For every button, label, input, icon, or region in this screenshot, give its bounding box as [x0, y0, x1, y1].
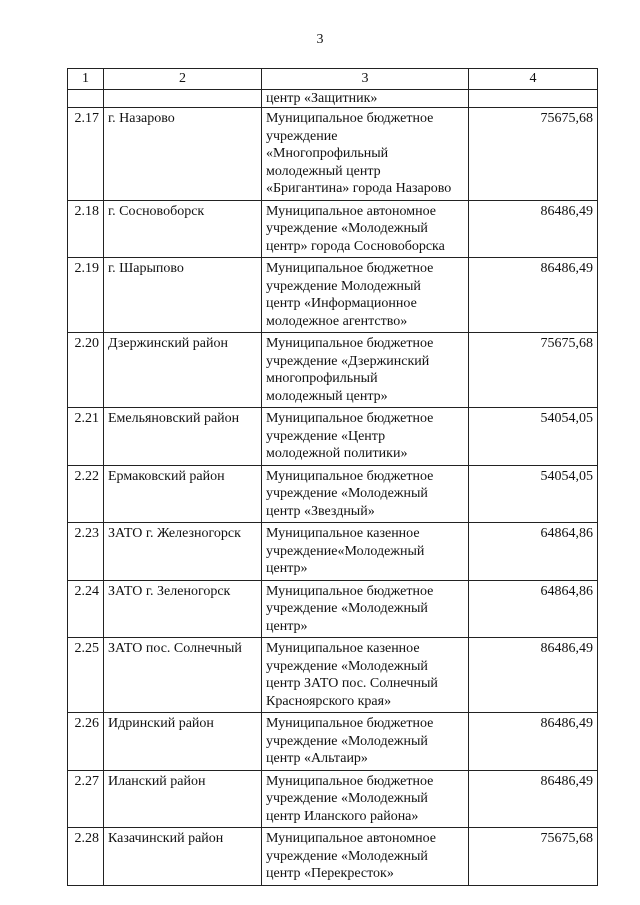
territory-name: г. Шарыпово: [104, 258, 262, 333]
institution-line: центр»: [266, 561, 308, 576]
institution-line: молодежный центр: [266, 163, 381, 179]
institution-line: молодежной политики»: [266, 446, 408, 461]
territory-name: Ермаковский район: [104, 465, 262, 523]
header-cell-1: 1: [68, 69, 104, 90]
institution-line: Муниципальное бюджетное: [266, 336, 434, 351]
institution-name: центр «Защитник»: [262, 89, 469, 108]
institution-line: учреждение «Молодежный: [266, 658, 428, 674]
amount-value: 75675,68: [469, 108, 598, 201]
institution-name: [262, 770, 469, 828]
table-header-row: [68, 69, 598, 90]
row-number: 2.20: [68, 333, 104, 408]
row-number: 2.18: [68, 200, 104, 258]
institution-line: учреждение: [266, 128, 338, 144]
amount-value: 75675,68: [469, 333, 598, 408]
table-row: [68, 580, 598, 638]
row-number: 2.26: [68, 713, 104, 771]
amount-value: 86486,49: [469, 638, 598, 713]
table-row: [68, 523, 598, 581]
row-number: 2.27: [68, 770, 104, 828]
institution-name: [262, 200, 469, 258]
institution-name: [262, 580, 469, 638]
territory-name: Казачинский район: [104, 828, 262, 886]
amount-value: 64864,86: [469, 523, 598, 581]
institution-line: Муниципальное казенное: [266, 641, 420, 656]
row-number: 2.24: [68, 580, 104, 638]
row-number: 2.21: [68, 408, 104, 466]
institution-line: молодежное агентство»: [266, 313, 408, 329]
institution-name: [262, 258, 469, 333]
continuation-row: [68, 89, 598, 108]
institution-line: многопрофильный: [266, 371, 378, 386]
institution-name: [262, 465, 469, 523]
institution-line: Муниципальное бюджетное: [266, 716, 434, 731]
amount-value: 86486,49: [469, 200, 598, 258]
institution-name: [262, 408, 469, 466]
table-row: [68, 333, 598, 408]
row-number: 2.23: [68, 523, 104, 581]
territory-name: Иланский район: [104, 770, 262, 828]
institution-line: Красноярского края»: [266, 693, 392, 709]
header-cell-4: 4: [469, 69, 598, 90]
institution-line: Муниципальное бюджетное: [266, 583, 434, 599]
territory-name: г. Назарово: [104, 108, 262, 201]
institution-name: [262, 333, 469, 408]
territory-name: Емельяновский район: [104, 408, 262, 466]
institution-line: «Многопрофильный: [266, 146, 389, 161]
institution-line: учреждение «Молодежный: [266, 486, 428, 501]
institution-line: молодежный центр»: [266, 388, 388, 404]
institution-line: Муниципальное автономное: [266, 831, 437, 846]
institution-line: центр «Альтаир»: [266, 751, 368, 766]
institution-line: центр ЗАТО пос. Солнечный: [266, 676, 438, 691]
territory-name: г. Сосновоборск: [104, 200, 262, 258]
institution-line: центр» города Сосновоборска: [266, 238, 445, 254]
institution-line: центр «Перекресток»: [266, 866, 394, 881]
institution-line: центр»: [266, 618, 308, 634]
row-number: 2.28: [68, 828, 104, 886]
institution-line: центр Иланского района»: [266, 808, 419, 824]
page-number: 3: [316, 32, 324, 47]
institution-name: [262, 828, 469, 886]
header-cell-3: 3: [262, 69, 469, 90]
institution-line: Муниципальное казенное: [266, 526, 420, 541]
amount-value: 75675,68: [469, 828, 598, 886]
institution-line: учреждение «Дзержинский: [266, 353, 430, 369]
row-number: 2.19: [68, 258, 104, 333]
amount-value: 64864,86: [469, 580, 598, 638]
amount-value: 86486,49: [469, 770, 598, 828]
table-row: [68, 638, 598, 713]
funding-table: [67, 68, 598, 886]
territory-name: ЗАТО г. Железногорск: [104, 523, 262, 581]
institution-line: Муниципальное бюджетное: [266, 111, 434, 126]
institution-line: Муниципальное бюджетное: [266, 261, 434, 276]
institution-name: [262, 638, 469, 713]
institution-line: центр «Информационное: [266, 296, 417, 311]
table-row: [68, 828, 598, 886]
table-row: [68, 408, 598, 466]
amount-value: [469, 89, 598, 108]
amount-value: 54054,05: [469, 408, 598, 466]
institution-line: учреждение «Молодежный: [266, 733, 428, 749]
table-row: [68, 108, 598, 201]
institution-name: [262, 108, 469, 201]
institution-line: учреждение Молодежный: [266, 278, 421, 294]
row-number: 2.25: [68, 638, 104, 713]
row-number: 2.17: [68, 108, 104, 201]
amount-value: 86486,49: [469, 258, 598, 333]
amount-value: 86486,49: [469, 713, 598, 771]
table-row: [68, 258, 598, 333]
territory-name: [104, 89, 262, 108]
territory-name: ЗАТО г. Зеленогорск: [104, 580, 262, 638]
institution-line: центр «Звездный»: [266, 503, 375, 519]
institution-line: учреждение «Молодежный: [266, 221, 428, 236]
territory-name: Идринский район: [104, 713, 262, 771]
table-row: [68, 770, 598, 828]
institution-line: учреждение «Центр: [266, 428, 386, 444]
table-row: [68, 713, 598, 771]
institution-line: Муниципальное бюджетное: [266, 773, 434, 789]
institution-name: [262, 713, 469, 771]
institution-line: «Бригантина» города Назарово: [266, 181, 452, 196]
header-cell-2: 2: [104, 69, 262, 90]
institution-line: учреждение «Молодежный: [266, 848, 428, 864]
row-number: [68, 89, 104, 108]
institution-line: учреждение «Молодежный: [266, 601, 428, 616]
territory-name: Дзержинский район: [104, 333, 262, 408]
institution-line: Муниципальное бюджетное: [266, 411, 434, 426]
amount-value: 54054,05: [469, 465, 598, 523]
institution-line: учреждение«Молодежный: [266, 543, 425, 559]
table-row: [68, 200, 598, 258]
table-row: [68, 465, 598, 523]
institution-line: Муниципальное бюджетное: [266, 468, 434, 484]
territory-name: ЗАТО пос. Солнечный: [104, 638, 262, 713]
institution-name: [262, 523, 469, 581]
institution-line: учреждение «Молодежный: [266, 791, 428, 806]
row-number: 2.22: [68, 465, 104, 523]
institution-line: Муниципальное автономное: [266, 203, 437, 219]
